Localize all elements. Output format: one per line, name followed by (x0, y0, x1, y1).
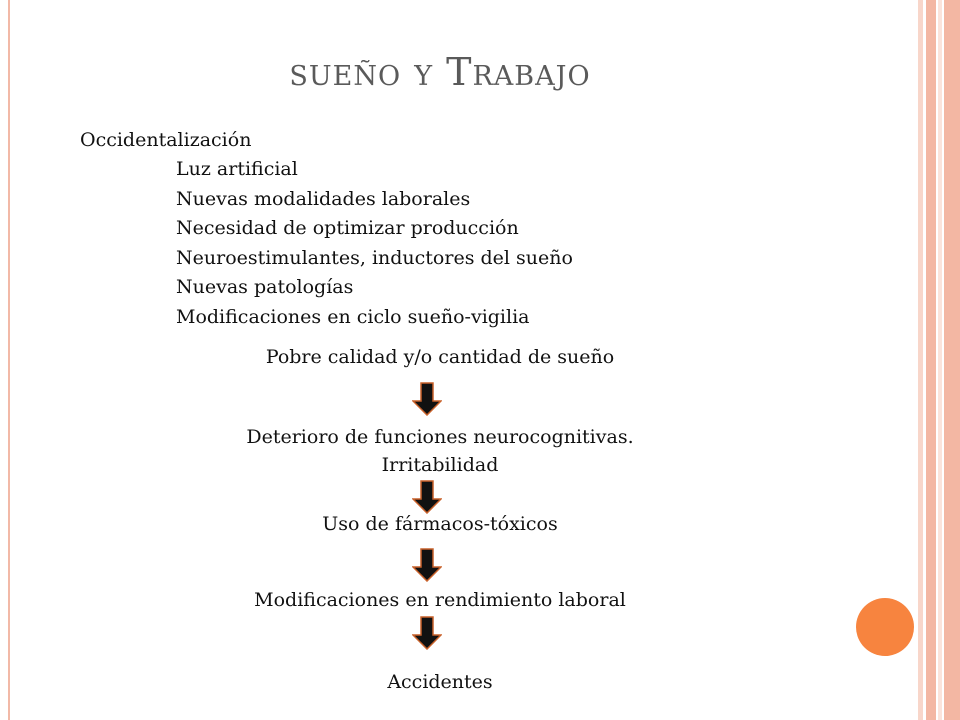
list-item: Neuroestimulantes, inductores del sueño (176, 246, 573, 269)
right-decorative-stripes (918, 0, 960, 720)
stripe-3 (938, 0, 942, 720)
stripe-2 (926, 0, 936, 720)
list-item: Necesidad de optimizar producción (176, 217, 519, 239)
stripe-1 (918, 0, 923, 720)
flow-step-accidents: Accidentes (387, 671, 493, 693)
flow-step-irritability: Irritabilidad (381, 454, 499, 476)
intro-heading: Occidentalización (80, 129, 252, 151)
list-item: Nuevas patologías (176, 276, 354, 298)
orange-circle-decoration (856, 598, 914, 656)
flow-step-drugs: Uso de fármacos-tóxicos (322, 513, 558, 535)
down-arrow-icon (412, 480, 442, 514)
list-item: Modificaciones en ciclo sueño-vigilia (176, 305, 530, 328)
factor-list (176, 155, 573, 332)
list-item: Luz artificial (176, 158, 298, 180)
down-arrow-icon (412, 382, 442, 416)
down-arrow-icon (412, 548, 442, 582)
flow-step-work-performance: Modificaciones en rendimiento laboral (254, 589, 626, 611)
stripe-4 (944, 0, 960, 720)
flow-step-poor-sleep: Pobre calidad y/o cantidad de sueño (265, 346, 615, 368)
slide-title: sueño y Trabajo (289, 50, 591, 94)
left-border-line (8, 0, 10, 720)
down-arrow-icon (412, 616, 442, 650)
flow-step-neurocognitive: Deterioro de funciones neurocognitivas. (246, 426, 634, 448)
list-item: Nuevas modalidades laborales (176, 187, 471, 210)
